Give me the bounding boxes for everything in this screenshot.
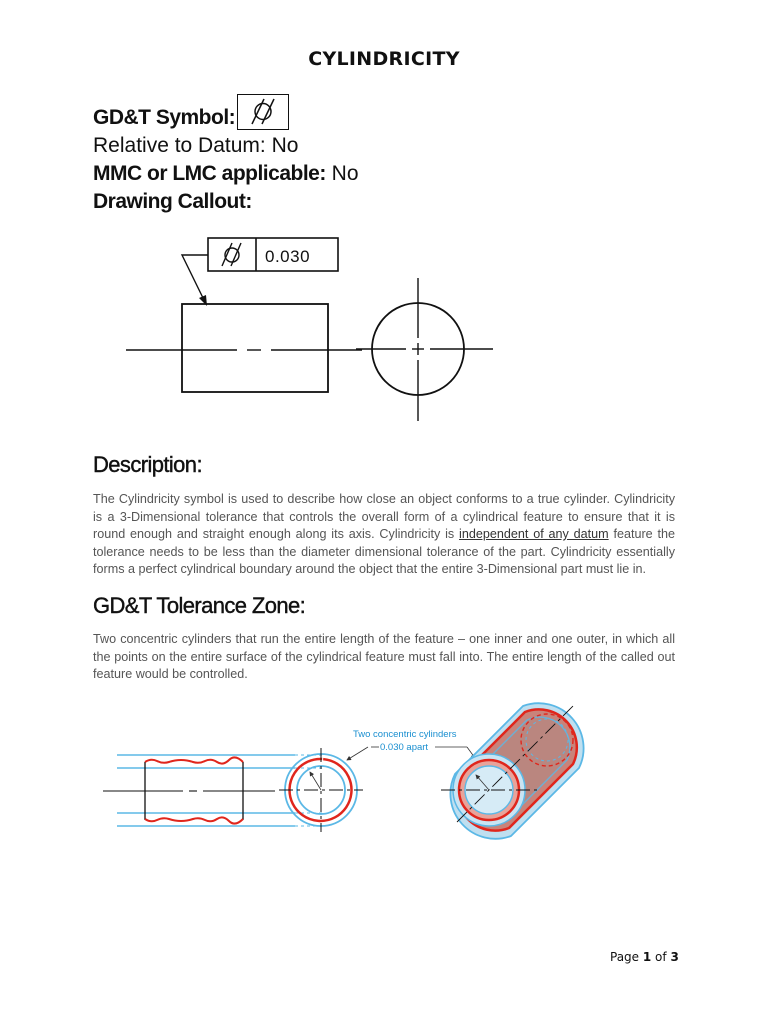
tolerance-zone-heading: GD&T Tolerance Zone: xyxy=(93,593,306,618)
annotation-line2: 0.030 apart xyxy=(380,742,429,753)
drawing-callout-label: Drawing Callout: xyxy=(93,190,252,213)
cylindricity-symbol-icon xyxy=(237,94,289,130)
page-footer: Page 1 of 3 xyxy=(610,950,679,964)
mmc-label: MMC or LMC applicable: xyxy=(93,162,326,185)
tolerance-zone-text: Two concentric cylinders that run the entire length of the feature – one inner and one outer, in which all the points on the entire surface of the cylindrical feature must fall into. The entire length of the called out feature would be controlled. xyxy=(93,632,675,681)
description-text: The Cylindricity symbol is used to describe how close an object conforms to a true cylinder. Cylindricity is a 3-Dimensional tolerance that controls the overall form of a cylindrical feature to ensure that it is round enough and straight enough along its axis. Cylindricity is independent of any datum feature the tolerance needs to be less than the diameter dimensional tolerance of the part. Cylindricity essentially forms a perfect cylindrical boundary around the object that the entire 3-Dimensional part must lie in. xyxy=(93,492,676,576)
tolerance-zone-illustration xyxy=(95,700,635,850)
current-page-number: 1 xyxy=(642,950,652,964)
page-title: CYLINDRICITY xyxy=(308,48,460,70)
mmc-row xyxy=(93,160,359,188)
end-view-centerlines xyxy=(356,278,493,421)
description-heading: Description: xyxy=(93,452,202,477)
zone-annotation xyxy=(347,729,475,760)
total-pages-number: 3 xyxy=(670,950,679,964)
isometric-cylinder xyxy=(441,703,584,839)
leader-arrow xyxy=(182,255,208,306)
datum-row: Relative to Datum: No xyxy=(93,134,299,157)
annotation-line1: Two concentric cylinders xyxy=(353,729,457,740)
mmc-value: No xyxy=(325,162,359,185)
datum-independence-emphasis: independent of any datum xyxy=(459,527,609,541)
gdt-symbol-label: GD&T Symbol: xyxy=(93,106,236,129)
end-view-zone xyxy=(279,748,363,832)
drawing-callout-diagram xyxy=(110,228,510,428)
feature-control-frame xyxy=(208,238,338,271)
callout-tolerance-value: 0.030 xyxy=(265,247,311,266)
cylinder-side-view xyxy=(182,304,328,392)
